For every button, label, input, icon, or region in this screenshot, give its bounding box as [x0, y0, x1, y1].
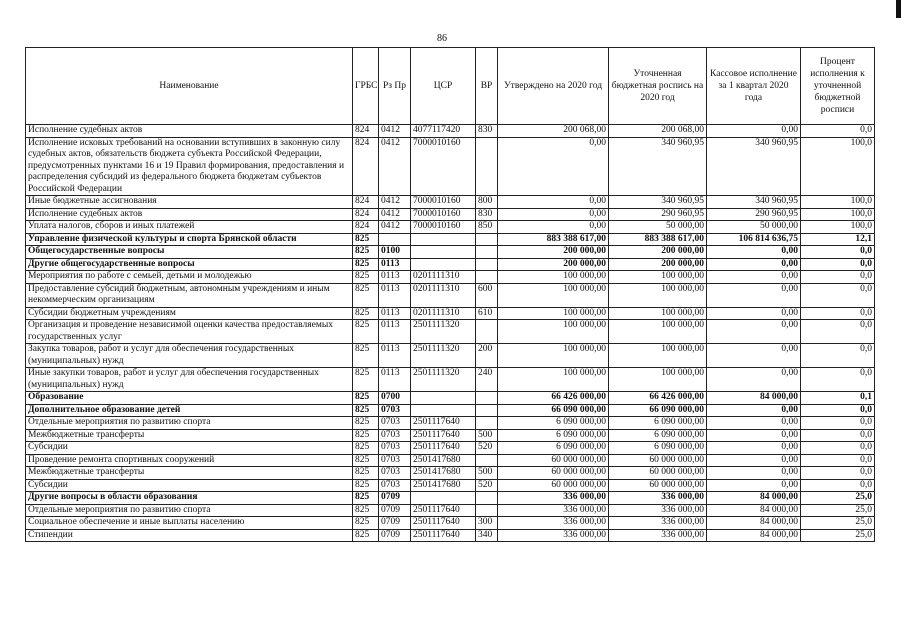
row-rzpr: 0703: [379, 429, 411, 442]
row-rzpr: 0100: [379, 246, 411, 259]
row-vr: 830: [476, 125, 498, 138]
row-approved: 0,00: [498, 196, 609, 209]
row-grbs: 825: [353, 246, 379, 259]
row-refined: 6 090 000,00: [609, 417, 707, 430]
row-refined: 66 426 000,00: [609, 392, 707, 405]
row-refined: 6 090 000,00: [609, 429, 707, 442]
row-cash: 84 000,00: [707, 492, 801, 505]
row-rzpr: [379, 233, 411, 246]
row-cash: 340 960,95: [707, 196, 801, 209]
row-csr: 2501111320: [411, 368, 476, 392]
table-row: [26, 271, 875, 284]
budget-table: [25, 47, 875, 542]
row-vr: [476, 246, 498, 259]
row-name: Проведение ремонта спортивных сооружений: [26, 454, 353, 467]
row-rzpr: 0113: [379, 307, 411, 320]
table-row: [26, 208, 875, 221]
row-cash: 0,00: [707, 429, 801, 442]
row-rzpr: 0703: [379, 467, 411, 480]
table-row: [26, 307, 875, 320]
row-cash: 0,00: [707, 258, 801, 271]
row-cash: 290 960,95: [707, 208, 801, 221]
row-percent: 0,0: [801, 479, 875, 492]
scan-edge-mark: [896, 0, 901, 18]
row-rzpr: 0709: [379, 504, 411, 517]
row-name: Социальное обеспечение и иные выплаты населению: [26, 517, 353, 530]
row-name: Другие общегосударственные вопросы: [26, 258, 353, 271]
row-refined: 336 000,00: [609, 529, 707, 542]
row-refined: 100 000,00: [609, 320, 707, 344]
row-name: Закупка товаров, работ и услуг для обеспечения государственных (муниципальных) нужд: [26, 344, 353, 368]
table-row: [26, 529, 875, 542]
row-vr: [476, 320, 498, 344]
row-csr: 2501417680: [411, 454, 476, 467]
row-csr: 7000010160: [411, 208, 476, 221]
row-vr: 340: [476, 529, 498, 542]
row-rzpr: 0709: [379, 529, 411, 542]
row-cash: 0,00: [707, 320, 801, 344]
row-approved: 66 090 000,00: [498, 404, 609, 417]
row-csr: [411, 404, 476, 417]
row-percent: 0,0: [801, 271, 875, 284]
row-approved: 336 000,00: [498, 504, 609, 517]
table-row: [26, 221, 875, 234]
row-grbs: 825: [353, 517, 379, 530]
row-percent: 100,0: [801, 208, 875, 221]
row-vr: [476, 492, 498, 505]
row-refined: 336 000,00: [609, 517, 707, 530]
col-header-rzpr: Рз Пр: [379, 48, 411, 125]
table-row: [26, 492, 875, 505]
row-percent: 25,0: [801, 529, 875, 542]
row-csr: 0201111310: [411, 307, 476, 320]
row-csr: [411, 392, 476, 405]
row-approved: 66 426 000,00: [498, 392, 609, 405]
row-vr: [476, 392, 498, 405]
row-name: Управление физической культуры и спорта Брянской области: [26, 233, 353, 246]
row-vr: 830: [476, 208, 498, 221]
row-cash: 0,00: [707, 271, 801, 284]
row-csr: 2501417680: [411, 467, 476, 480]
row-name: Общегосударственные вопросы: [26, 246, 353, 259]
row-percent: 0,0: [801, 125, 875, 138]
row-approved: 100 000,00: [498, 307, 609, 320]
row-vr: [476, 454, 498, 467]
row-refined: 336 000,00: [609, 504, 707, 517]
row-csr: 7000010160: [411, 196, 476, 209]
row-vr: 500: [476, 429, 498, 442]
row-csr: 0201111310: [411, 283, 476, 307]
row-name: Исполнение судебных актов: [26, 125, 353, 138]
header-row: [26, 48, 875, 125]
row-rzpr: 0700: [379, 392, 411, 405]
row-cash: 0,00: [707, 467, 801, 480]
row-grbs: 825: [353, 307, 379, 320]
row-percent: 0,0: [801, 467, 875, 480]
row-csr: 2501117640: [411, 442, 476, 455]
row-cash: 0,00: [707, 442, 801, 455]
row-approved: 60 000 000,00: [498, 467, 609, 480]
row-cash: 0,00: [707, 454, 801, 467]
row-grbs: 825: [353, 479, 379, 492]
row-name: Образование: [26, 392, 353, 405]
table-row: [26, 517, 875, 530]
table-row: [26, 404, 875, 417]
table-row: [26, 246, 875, 259]
row-percent: 0,0: [801, 454, 875, 467]
table-row: [26, 283, 875, 307]
table-row: [26, 125, 875, 138]
row-csr: 2501117640: [411, 429, 476, 442]
row-name: Другие вопросы в области образования: [26, 492, 353, 505]
row-vr: 500: [476, 467, 498, 480]
row-percent: 0,0: [801, 283, 875, 307]
row-percent: 0,0: [801, 404, 875, 417]
table-row: [26, 454, 875, 467]
row-cash: 106 814 636,75: [707, 233, 801, 246]
row-grbs: 825: [353, 529, 379, 542]
row-vr: 850: [476, 221, 498, 234]
row-approved: 100 000,00: [498, 271, 609, 284]
table-row: [26, 233, 875, 246]
col-header-vr: ВР: [476, 48, 498, 125]
table-row: [26, 417, 875, 430]
col-header-csr: ЦСР: [411, 48, 476, 125]
row-vr: [476, 271, 498, 284]
row-cash: 0,00: [707, 246, 801, 259]
table-row: [26, 504, 875, 517]
row-approved: 60 000 000,00: [498, 479, 609, 492]
row-csr: 2501417680: [411, 479, 476, 492]
row-vr: [476, 137, 498, 196]
table-row: [26, 442, 875, 455]
row-approved: 6 090 000,00: [498, 417, 609, 430]
row-vr: 800: [476, 196, 498, 209]
row-approved: 200 068,00: [498, 125, 609, 138]
row-vr: 520: [476, 442, 498, 455]
row-grbs: 825: [353, 320, 379, 344]
row-name: Исполнение судебных актов: [26, 208, 353, 221]
row-grbs: 825: [353, 344, 379, 368]
row-rzpr: 0113: [379, 368, 411, 392]
table-row: [26, 320, 875, 344]
row-cash: 0,00: [707, 125, 801, 138]
row-approved: 200 000,00: [498, 246, 609, 259]
row-refined: 200 000,00: [609, 258, 707, 271]
row-grbs: 825: [353, 504, 379, 517]
row-grbs: 824: [353, 125, 379, 138]
row-refined: 50 000,00: [609, 221, 707, 234]
table-row: [26, 429, 875, 442]
row-csr: 2501111320: [411, 344, 476, 368]
row-refined: 340 960,95: [609, 137, 707, 196]
row-name: Стипендии: [26, 529, 353, 542]
row-name: Предоставление субсидий бюджетным, автономным учреждениям и иным некоммерческим организациям: [26, 283, 353, 307]
table-row: [26, 137, 875, 196]
row-vr: 300: [476, 517, 498, 530]
row-csr: [411, 492, 476, 505]
row-rzpr: 0113: [379, 344, 411, 368]
row-grbs: 825: [353, 467, 379, 480]
row-percent: 100,0: [801, 221, 875, 234]
page-number: 86: [437, 33, 447, 44]
row-rzpr: 0113: [379, 320, 411, 344]
row-vr: 610: [476, 307, 498, 320]
row-name: Субсидии: [26, 442, 353, 455]
row-refined: 100 000,00: [609, 271, 707, 284]
row-name: Субсидии бюджетным учреждениям: [26, 307, 353, 320]
row-rzpr: 0412: [379, 137, 411, 196]
row-percent: 25,0: [801, 492, 875, 505]
row-vr: 600: [476, 283, 498, 307]
row-vr: [476, 233, 498, 246]
row-vr: 520: [476, 479, 498, 492]
row-name: Отдельные мероприятия по развитию спорта: [26, 504, 353, 517]
row-approved: 336 000,00: [498, 517, 609, 530]
row-cash: 50 000,00: [707, 221, 801, 234]
row-percent: 0,0: [801, 320, 875, 344]
row-percent: 0,0: [801, 307, 875, 320]
row-name: Уплата налогов, сборов и иных платежей: [26, 221, 353, 234]
row-name: Иные бюджетные ассигнования: [26, 196, 353, 209]
row-vr: [476, 417, 498, 430]
row-percent: 0,0: [801, 417, 875, 430]
col-header-approved: Утверждено на 2020 год: [498, 48, 609, 125]
table-row: [26, 467, 875, 480]
row-percent: 0,0: [801, 429, 875, 442]
row-cash: 84 000,00: [707, 517, 801, 530]
row-percent: 0,1: [801, 392, 875, 405]
row-name: Иные закупки товаров, работ и услуг для обеспечения государственных (муниципальных) нужд: [26, 368, 353, 392]
row-name: Мероприятия по работе с семьей, детьми и молодежью: [26, 271, 353, 284]
row-rzpr: 0703: [379, 479, 411, 492]
row-grbs: 825: [353, 283, 379, 307]
row-percent: 0,0: [801, 442, 875, 455]
row-vr: 240: [476, 368, 498, 392]
row-refined: 100 000,00: [609, 307, 707, 320]
row-grbs: 825: [353, 392, 379, 405]
table-row: [26, 258, 875, 271]
row-grbs: 825: [353, 417, 379, 430]
row-rzpr: 0703: [379, 442, 411, 455]
row-csr: [411, 246, 476, 259]
row-percent: 25,0: [801, 504, 875, 517]
row-name: Дополнительное образование детей: [26, 404, 353, 417]
row-rzpr: 0412: [379, 125, 411, 138]
col-header-cash: Кассовое исполнение за 1 квартал 2020 года: [707, 48, 801, 125]
row-percent: 0,0: [801, 368, 875, 392]
row-grbs: 824: [353, 196, 379, 209]
row-cash: 0,00: [707, 283, 801, 307]
row-refined: 200 000,00: [609, 246, 707, 259]
row-approved: 336 000,00: [498, 492, 609, 505]
row-grbs: 824: [353, 208, 379, 221]
row-csr: [411, 258, 476, 271]
row-approved: 100 000,00: [498, 320, 609, 344]
row-refined: 200 068,00: [609, 125, 707, 138]
col-header-name: Наименование: [26, 48, 353, 125]
row-rzpr: 0709: [379, 517, 411, 530]
row-refined: 100 000,00: [609, 344, 707, 368]
row-grbs: 825: [353, 258, 379, 271]
row-name: Организация и проведение независимой оценки качества предоставляемых государственных услуг: [26, 320, 353, 344]
row-refined: 883 388 617,00: [609, 233, 707, 246]
row-rzpr: 0113: [379, 258, 411, 271]
row-csr: 7000010160: [411, 137, 476, 196]
row-approved: 200 000,00: [498, 258, 609, 271]
row-grbs: 825: [353, 233, 379, 246]
row-approved: 6 090 000,00: [498, 442, 609, 455]
row-refined: 100 000,00: [609, 283, 707, 307]
row-approved: 6 090 000,00: [498, 429, 609, 442]
row-name: Субсидии: [26, 479, 353, 492]
row-grbs: 825: [353, 492, 379, 505]
row-cash: 0,00: [707, 368, 801, 392]
row-refined: 336 000,00: [609, 492, 707, 505]
row-approved: 0,00: [498, 137, 609, 196]
row-vr: [476, 258, 498, 271]
row-refined: 66 090 000,00: [609, 404, 707, 417]
row-rzpr: 0709: [379, 492, 411, 505]
row-percent: 100,0: [801, 137, 875, 196]
row-percent: 12,1: [801, 233, 875, 246]
row-grbs: 824: [353, 221, 379, 234]
row-percent: 0,0: [801, 344, 875, 368]
row-refined: 100 000,00: [609, 368, 707, 392]
table-row: [26, 368, 875, 392]
row-cash: 340 960,95: [707, 137, 801, 196]
row-approved: 0,00: [498, 221, 609, 234]
row-refined: 340 960,95: [609, 196, 707, 209]
row-approved: 60 000 000,00: [498, 454, 609, 467]
row-refined: 60 000 000,00: [609, 479, 707, 492]
row-rzpr: 0113: [379, 271, 411, 284]
table-row: [26, 196, 875, 209]
row-csr: 2501117640: [411, 529, 476, 542]
row-approved: 336 000,00: [498, 529, 609, 542]
row-rzpr: 0703: [379, 417, 411, 430]
row-cash: 0,00: [707, 404, 801, 417]
row-grbs: 825: [353, 429, 379, 442]
row-percent: 0,0: [801, 258, 875, 271]
row-cash: 0,00: [707, 344, 801, 368]
row-csr: 2501117640: [411, 417, 476, 430]
row-grbs: 825: [353, 368, 379, 392]
row-cash: 84 000,00: [707, 504, 801, 517]
table-row: [26, 392, 875, 405]
row-name: Межбюджетные трансферты: [26, 429, 353, 442]
table-row: [26, 344, 875, 368]
row-csr: 2501117640: [411, 517, 476, 530]
row-refined: 6 090 000,00: [609, 442, 707, 455]
row-approved: 883 388 617,00: [498, 233, 609, 246]
row-rzpr: 0703: [379, 404, 411, 417]
row-csr: [411, 233, 476, 246]
row-approved: 100 000,00: [498, 368, 609, 392]
row-grbs: 825: [353, 404, 379, 417]
row-percent: 25,0: [801, 517, 875, 530]
row-vr: [476, 404, 498, 417]
row-vr: 200: [476, 344, 498, 368]
row-cash: 0,00: [707, 307, 801, 320]
row-name: Исполнение исковых требований на основании вступивших в законную силу судебных актов, обязательств бюджета субъекта Российской Федерации, предусмотренных пунктами 16 и 19 Правил формирования, предоставления и распределения субсидий из федерального бюджета бюджетам субъектов Российской Федерации: [26, 137, 353, 196]
row-rzpr: 0412: [379, 221, 411, 234]
row-grbs: 824: [353, 137, 379, 196]
row-grbs: 825: [353, 454, 379, 467]
row-refined: 290 960,95: [609, 208, 707, 221]
row-name: Межбюджетные трансферты: [26, 467, 353, 480]
row-percent: 0,0: [801, 246, 875, 259]
row-csr: 0201111310: [411, 271, 476, 284]
row-csr: 4077117420: [411, 125, 476, 138]
row-refined: 60 000 000,00: [609, 467, 707, 480]
row-csr: 2501117640: [411, 504, 476, 517]
row-approved: 100 000,00: [498, 344, 609, 368]
row-name: Отдельные мероприятия по развитию спорта: [26, 417, 353, 430]
row-csr: 2501111320: [411, 320, 476, 344]
row-cash: 84 000,00: [707, 529, 801, 542]
row-approved: 0,00: [498, 208, 609, 221]
row-cash: 0,00: [707, 479, 801, 492]
row-refined: 60 000 000,00: [609, 454, 707, 467]
row-csr: 7000010160: [411, 221, 476, 234]
row-cash: 84 000,00: [707, 392, 801, 405]
row-grbs: 825: [353, 442, 379, 455]
table-row: [26, 479, 875, 492]
row-vr: [476, 504, 498, 517]
row-rzpr: 0412: [379, 208, 411, 221]
row-rzpr: 0412: [379, 196, 411, 209]
row-approved: 100 000,00: [498, 283, 609, 307]
col-header-grbs: ГРБС: [353, 48, 379, 125]
row-rzpr: 0703: [379, 454, 411, 467]
row-rzpr: 0113: [379, 283, 411, 307]
row-cash: 0,00: [707, 417, 801, 430]
row-percent: 100,0: [801, 196, 875, 209]
col-header-percent: Процент исполнения к уточненной бюджетной росписи: [801, 48, 875, 125]
col-header-refined: Уточненная бюджетная роспись на 2020 год: [609, 48, 707, 125]
row-grbs: 825: [353, 271, 379, 284]
